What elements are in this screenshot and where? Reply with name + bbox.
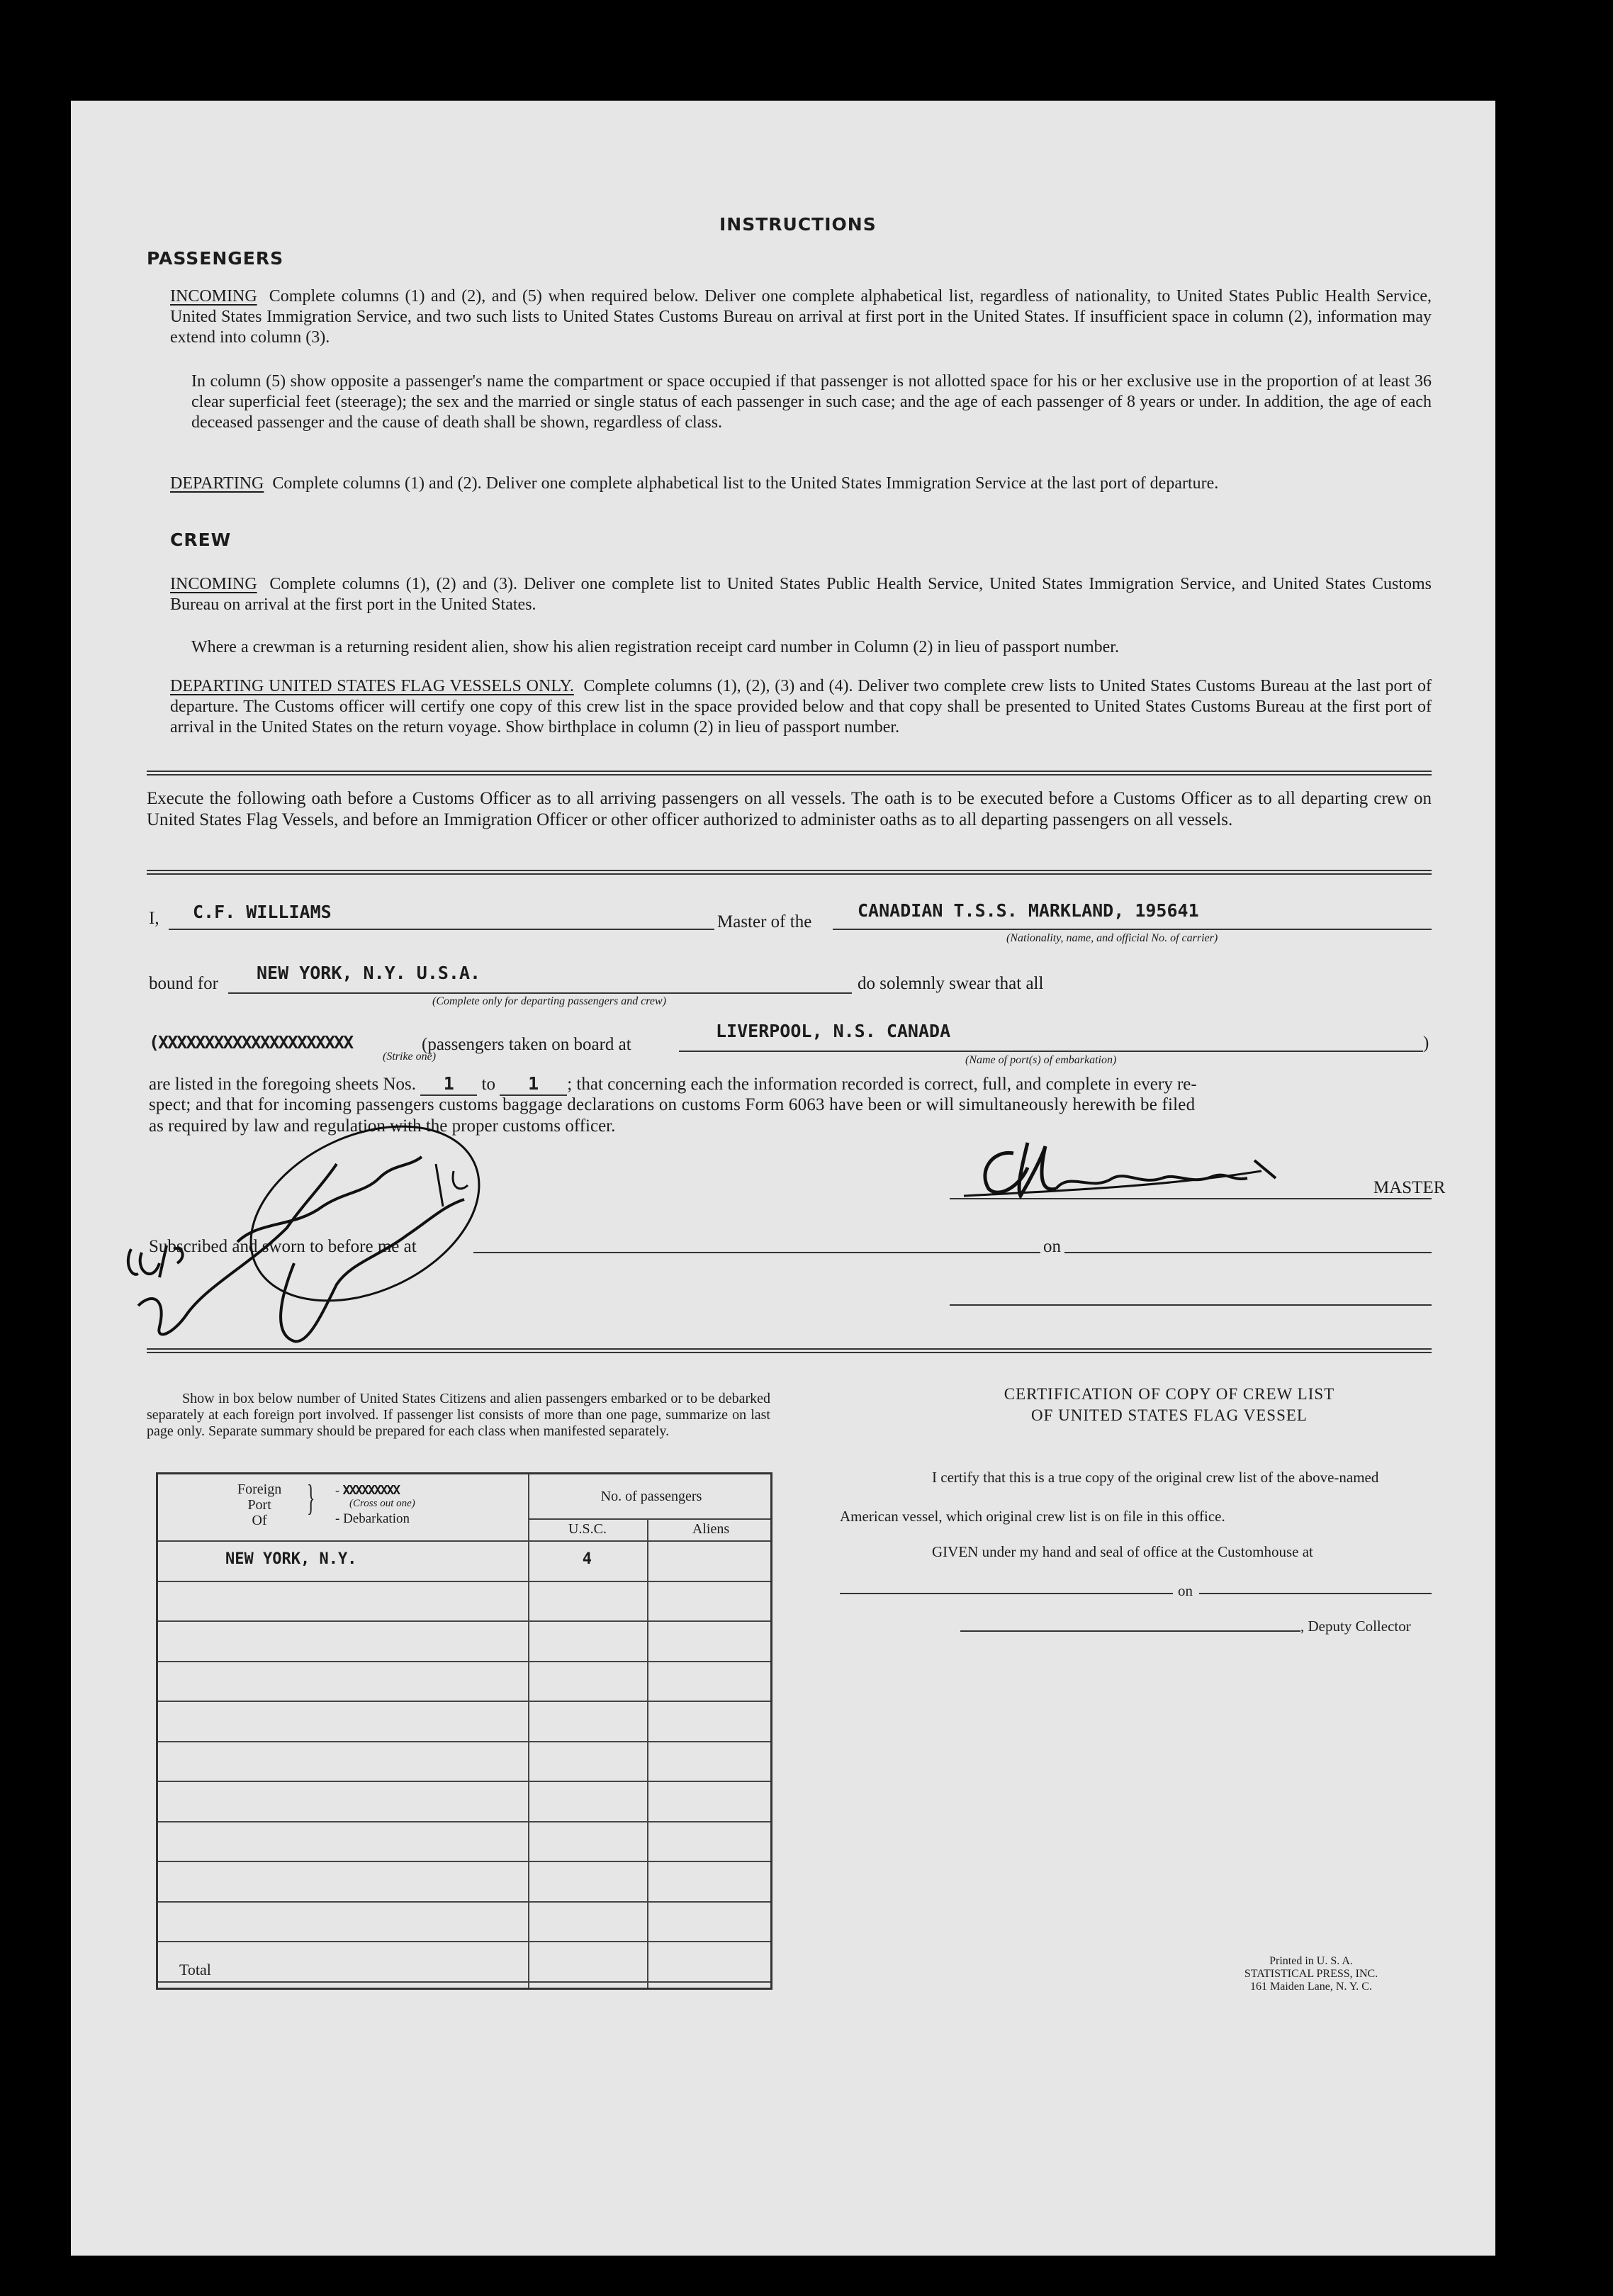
row-divider xyxy=(158,1901,770,1903)
passengers-departing-instruction xyxy=(170,474,1432,494)
sheets-statement xyxy=(149,1073,1432,1096)
master-signature xyxy=(950,1129,1318,1206)
passengers-departing-label: DEPARTING xyxy=(170,474,264,493)
certification-title xyxy=(907,1384,1432,1426)
customhouse-place-field[interactable] xyxy=(840,1572,1173,1594)
row-divider xyxy=(158,1581,770,1582)
oath-note: Execute the following oath before a Customs Officer as to all arriving passengers on all vessels. The oath is to be executed before a Customs Officer as to all departing crew on United States Flag Vessels, and before an Immigration Officer or other officer authorized to administer oaths as to all departing passengers on all vessels. xyxy=(147,789,1432,829)
passengers-incoming-instruction xyxy=(170,286,1432,348)
table-cell-usc[interactable]: 4 xyxy=(582,1550,592,1568)
usc-header: U.S.C. xyxy=(568,1521,607,1537)
master-label: MASTER xyxy=(1373,1178,1446,1197)
debarkation-label: - Debarkation xyxy=(335,1511,410,1526)
crew-incoming-text: Complete columns (1), (2) and (3). Deliver one complete list to United States Public Health Service, United States Immigration Service, and United States Customs Bureau on arrival at the first port in the United States. xyxy=(170,575,1432,614)
passengers-column5-text: In column (5) show opposite a passenger's name the compartment or space occupied if that passenger is not allotted space for his or her exclusive use in the proportion of at least 36 clear superficial feet (steerage); the sex and the married or single status of each passenger in such case; and the age of each passenger of 8 years or under. In addition, the age of each deceased passenger and the cause of death shall be shown, regardless of class. xyxy=(191,372,1432,432)
passengers-incoming-label: INCOMING xyxy=(170,287,257,306)
passengers-departing-text: Complete columns (1) and (2). Deliver one complete alphabetical list to the United States Immigration Service at the last port of departure. xyxy=(272,474,1219,493)
subscribed-on-label: on xyxy=(1043,1237,1061,1256)
printer-imprint xyxy=(1176,1955,1446,1993)
row-divider xyxy=(158,1781,770,1782)
column-divider xyxy=(647,1518,648,1988)
form-sheet xyxy=(71,101,1495,2256)
divider xyxy=(147,771,1432,775)
deputy-collector-label: , Deputy Collector xyxy=(1300,1618,1411,1635)
officer-handwritten-signature xyxy=(110,1121,507,1355)
embarkation-struck: - XXXXXXXXX xyxy=(335,1483,400,1498)
subscribed-label: Subscribed and sworn to before me at xyxy=(149,1237,417,1256)
sheets-text-2: spect; and that for incoming passengers customs baggage declarations on customs Form 6063 have been or will simultaneously herewith be filed xyxy=(149,1095,1196,1114)
sheets-prefix: are listed in the foregoing sheets Nos. xyxy=(149,1075,416,1094)
printer-line-1: Printed in U. S. A. xyxy=(1269,1955,1353,1967)
crew-departing-label: DEPARTING UNITED STATES FLAG VESSELS ONLY. xyxy=(170,677,574,695)
certification-text-1: I certify that this is a true copy of the original crew list of the above-named xyxy=(932,1469,1379,1486)
port-label: Port xyxy=(247,1497,271,1513)
passengers-taken-label: (passengers taken on board at xyxy=(422,1035,631,1054)
certification-text-3: GIVEN under my hand and seal of office at the Customhouse at xyxy=(932,1543,1313,1560)
deputy-collector-signature-line[interactable] xyxy=(960,1609,1300,1632)
crew-departing-text: Complete columns (1), (2), (3) and (4). Deliver two complete crew lists to United States Customs Bureau at the last port of departure. The Customs officer will certify one copy of this crew list in the space provided below and that copy shall be presented to United States Customs Bureau at the first port of arrival in the United States on the return voyage. Show birthplace in column (2) in lieu of passport number. xyxy=(170,677,1432,737)
crew-resident-text: Where a crewman is a returning resident alien, show his alien registration receipt card number in Column (2) in lieu of passport number. xyxy=(191,638,1119,656)
certification-title-line-1: CERTIFICATION OF COPY OF CREW LIST xyxy=(1004,1385,1335,1403)
port-hint: (Name of port(s) of embarkation) xyxy=(965,1054,1117,1066)
row-divider xyxy=(158,1821,770,1822)
header-divider xyxy=(158,1540,770,1542)
sheet-to[interactable]: 1 xyxy=(500,1073,567,1096)
row-divider xyxy=(158,1981,770,1983)
crew-incoming-label: INCOMING xyxy=(170,575,257,593)
master-name: C.F. WILLIAMS xyxy=(193,902,332,922)
row-divider xyxy=(158,1741,770,1742)
passenger-summary-table xyxy=(156,1472,772,1990)
subscribed-date-field[interactable] xyxy=(1064,1228,1432,1253)
sheets-text-1: ; that concerning each the information recorded is correct, full, and complete in every re- xyxy=(567,1075,1197,1094)
passengers-heading: PASSENGERS xyxy=(147,248,284,269)
row-divider xyxy=(158,1861,770,1862)
bound-for-hint: (Complete only for departing passengers and crew) xyxy=(432,995,667,1007)
total-label: Total xyxy=(179,1961,211,1978)
crew-departing-instruction xyxy=(170,676,1432,738)
close-paren: ) xyxy=(1423,1034,1429,1053)
crew-incoming-instruction xyxy=(170,574,1432,615)
foreign-label: Foreign xyxy=(237,1482,282,1497)
divider xyxy=(147,1348,1432,1353)
sheet-from[interactable]: 1 xyxy=(420,1073,477,1096)
customhouse-date-field[interactable] xyxy=(1199,1572,1432,1594)
officer-signature-line[interactable] xyxy=(950,1277,1432,1306)
sheets-text-3: as required by law and regulation with the proper customs officer. xyxy=(149,1116,616,1136)
vessel-hint: (Nationality, name, and official No. of carrier) xyxy=(1006,932,1218,944)
brace-icon: } xyxy=(307,1478,315,1518)
foreign-port-header xyxy=(237,1482,281,1528)
certification-title-line-2: OF UNITED STATES FLAG VESSEL xyxy=(1031,1406,1308,1424)
row-divider xyxy=(158,1661,770,1662)
table-cell-port[interactable]: NEW YORK, N.Y. xyxy=(225,1550,357,1568)
passengers-incoming-text: Complete columns (1) and (2), and (5) when required below. Deliver one complete alphabetical list, regardless of nationality, to United States Public Health Service, United States Immigration Service, and two such lists to United States Customs Bureau on arrival at first port in the United States. If insufficient space in column (2), information may extend into column (3). xyxy=(170,287,1432,347)
of-label: Of xyxy=(252,1513,267,1528)
i-label: I, xyxy=(149,909,159,928)
crew-heading: CREW xyxy=(170,530,232,550)
bound-for-value: NEW YORK, N.Y. U.S.A. xyxy=(257,963,481,983)
bound-for-label: bound for xyxy=(149,974,218,993)
row-divider xyxy=(158,1701,770,1702)
vessel-name: CANADIAN T.S.S. MARKLAND, 195641 xyxy=(858,900,1199,921)
row-divider xyxy=(158,1620,770,1622)
aliens-header: Aliens xyxy=(692,1521,730,1537)
summary-note: Show in box below number of United States Citizens and alien passengers embarked or to be debarked separately at each foreign port involved. If passenger list consists of more than one page, summarize on last page only. Separate summary should be prepared for each class when manifested separately. xyxy=(147,1391,770,1439)
row-divider xyxy=(158,1941,770,1942)
certification-on-label: on xyxy=(1178,1582,1193,1599)
divider xyxy=(147,870,1432,875)
instructions-title: INSTRUCTIONS xyxy=(719,214,877,235)
subscribed-place-field[interactable] xyxy=(473,1228,1040,1253)
certification-text-2: American vessel, which original crew list is on file in this office. xyxy=(840,1508,1225,1525)
printer-line-2: STATISTICAL PRESS, INC. xyxy=(1244,1968,1378,1980)
header-divider xyxy=(528,1518,770,1520)
struck-crew-passengers: (XXXXXXXXXXXXXXXXXXXXX xyxy=(149,1032,353,1053)
passengers-count-header: No. of passengers xyxy=(600,1489,702,1504)
swear-label: do solemnly swear that all xyxy=(858,974,1044,993)
printer-line-3: 161 Maiden Lane, N. Y. C. xyxy=(1250,1981,1372,1993)
embarkation-port: LIVERPOOL, N.S. CANADA xyxy=(716,1021,951,1041)
strike-hint: (Strike one) xyxy=(383,1051,437,1063)
to-label: to xyxy=(481,1075,495,1094)
cross-out-hint: (Cross out one) xyxy=(349,1498,415,1509)
master-of-label: Master of the xyxy=(717,912,812,931)
